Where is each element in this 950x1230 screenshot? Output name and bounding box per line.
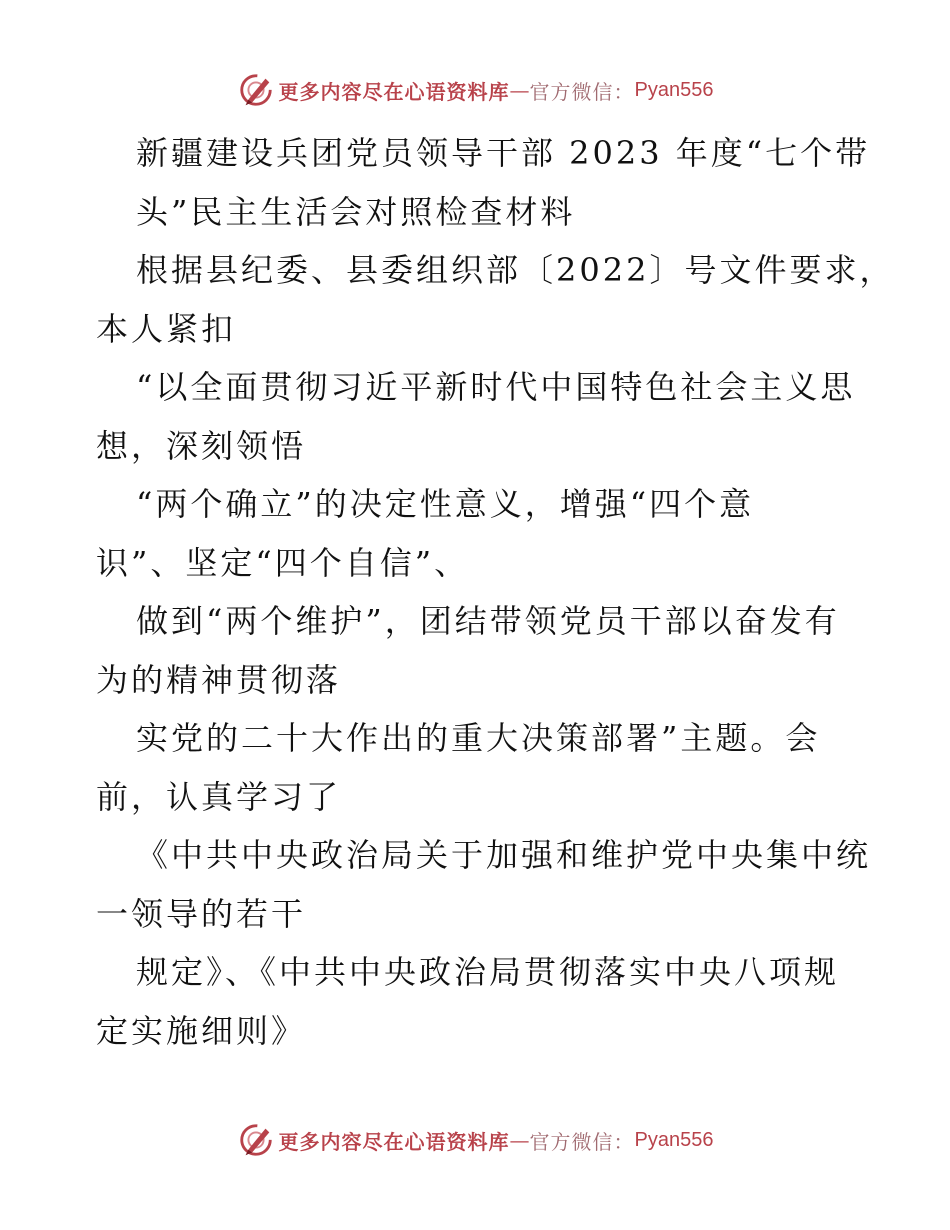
- paragraph-line: “以全面贯彻习近平新时代中国特色社会主义思: [136, 368, 856, 406]
- paragraph-line: 根据县纪委、县委组织部〔2022〕号文件要求，: [136, 251, 895, 289]
- banner-separator: —: [509, 1128, 530, 1152]
- paragraph-line: 《中共中央政治局关于加强和维护党中央集中统: [136, 836, 872, 874]
- paragraph-line: 本人紧扣: [96, 309, 237, 348]
- paragraph-line: 为的精神贯彻落: [96, 660, 342, 699]
- paragraph-line: 定实施细则》: [96, 1011, 307, 1050]
- banner-text: 更多内容尽在心语资料库: [278, 1129, 510, 1154]
- paragraph-line: 实党的二十大作出的重大决策部署”主题。会: [136, 719, 821, 757]
- pen-in-circle-icon: [237, 71, 275, 109]
- banner-separator: —: [509, 78, 530, 102]
- wechat-id: Pyan556: [634, 1128, 714, 1151]
- paragraph-line: 想，深刻领悟: [96, 426, 307, 465]
- title-line-1: 新疆建设兵团党员领导干部 2023 年度“七个带: [136, 134, 871, 172]
- paragraph-line: 规定》、《中共中央政治局贯彻落实中央八项规: [136, 953, 840, 991]
- paragraph-line: “两个确立”的决定性意义，增强“四个意: [136, 485, 755, 523]
- title-line-2: 头”民主生活会对照检查材料: [136, 192, 576, 231]
- paragraph-line: 做到“两个维护”，团结带领党员干部以奋发有: [136, 602, 840, 640]
- wechat-label: 官方微信：: [529, 1129, 635, 1154]
- paragraph-line: 前，认真学习了: [96, 777, 342, 816]
- document-body: [96, 124, 895, 1060]
- wechat-label: 官方微信：: [529, 79, 635, 104]
- footer-banner: [0, 1120, 950, 1160]
- header-banner: [0, 70, 950, 110]
- banner-text: 更多内容尽在心语资料库: [278, 79, 510, 104]
- paragraph-line: 识”、坚定“四个自信”、: [96, 543, 470, 582]
- wechat-id: Pyan556: [634, 78, 714, 101]
- pen-in-circle-icon: [237, 1121, 275, 1159]
- paragraph-line: 一领导的若干: [96, 894, 307, 933]
